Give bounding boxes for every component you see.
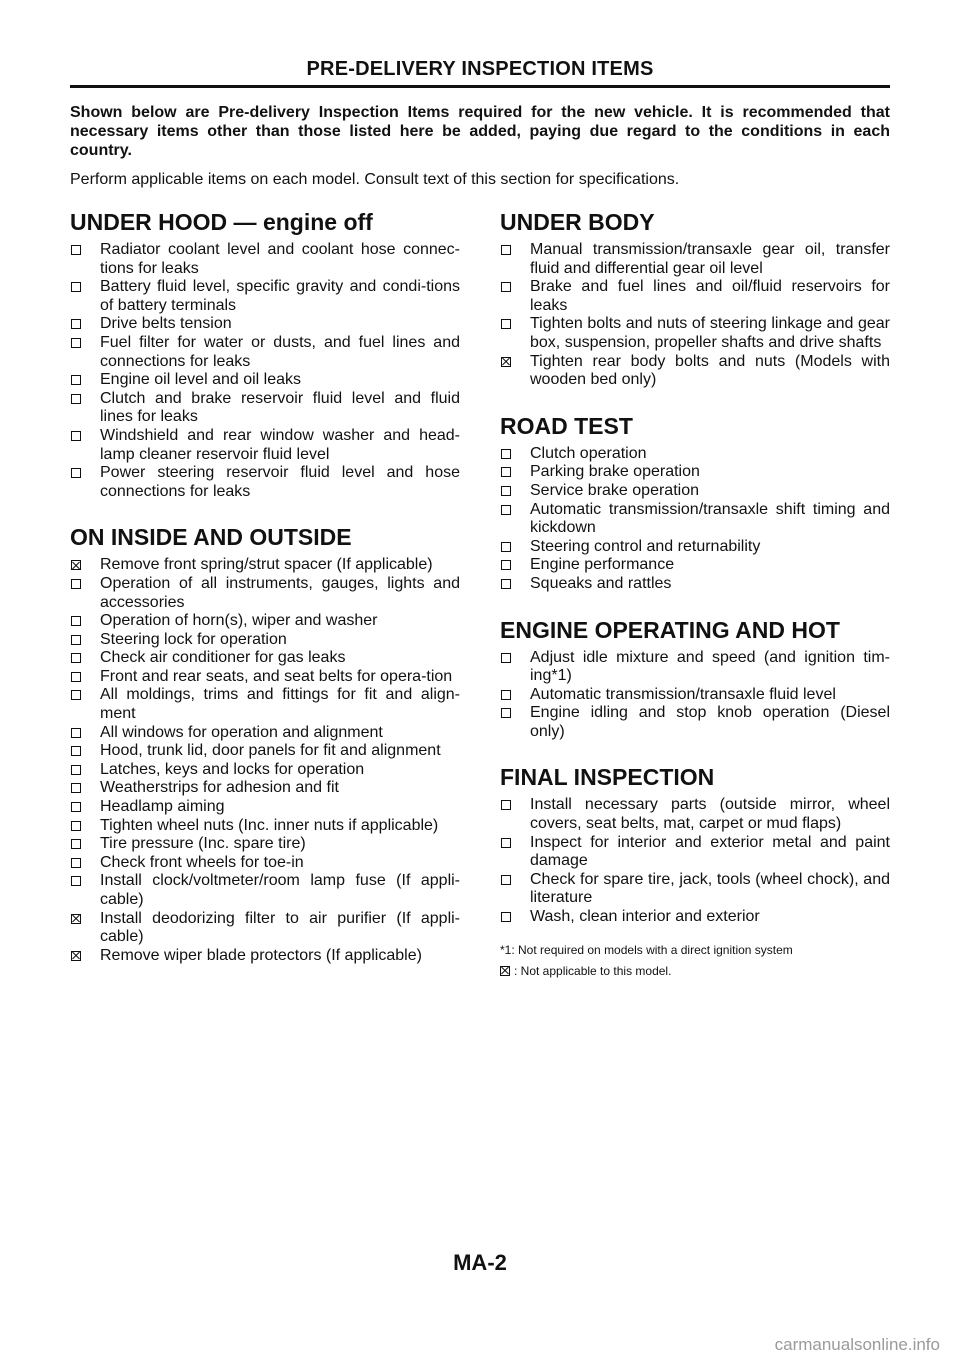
checkbox-cell: [70, 575, 100, 593]
checkbox-cell: [500, 649, 530, 667]
checkbox-icon: [71, 802, 81, 812]
checklist-item: [70, 241, 460, 278]
checkbox-icon: [71, 839, 81, 849]
checklist-item: [500, 463, 890, 482]
checklist-item: [70, 631, 460, 650]
checkbox-icon: [71, 765, 81, 775]
checklist-item-text: Remove wiper blade protectors (If applicable): [100, 946, 422, 964]
checklist-item-text: Fuel filter for water or dusts, and fuel lines and connections for leaks: [100, 333, 460, 370]
checklist-item: [500, 908, 890, 927]
section-title: UNDER BODY: [500, 209, 655, 235]
checkbox-cell: [500, 538, 530, 556]
checklist-item: [500, 834, 890, 871]
checklist-item: [70, 854, 460, 873]
checkbox-icon: [501, 875, 511, 885]
checklist-item-text: Check air conditioner for gas leaks: [100, 649, 346, 667]
checklist-item-text: Steering lock for operation: [100, 630, 287, 648]
right-column: [500, 208, 890, 978]
checkbox-cell: [70, 390, 100, 408]
checklist-item: [70, 686, 460, 723]
checklist-item-text: Inspect for interior and exterior metal and paint damage: [530, 833, 890, 870]
checklist-item-text: Headlamp aiming: [100, 798, 225, 816]
checklist-item-text: Tighten rear body bolts and nuts (Models with wooden bed only): [530, 352, 890, 389]
checklist-item: [70, 835, 460, 854]
checklist-item-text: Radiator coolant level and coolant hose connec-tions for leaks: [100, 241, 460, 277]
section-title: FINAL INSPECTION: [500, 764, 715, 791]
checklist-item-text: All windows for operation and alignment: [100, 723, 383, 741]
checklist-item-text: Adjust idle mixture and speed (and ignition tim-ing*1): [530, 648, 890, 685]
checkbox-icon: [501, 579, 511, 589]
checklist-item-text: Tighten wheel nuts (Inc. inner nuts if applicable): [100, 816, 439, 834]
checkbox-cell: [70, 686, 100, 704]
checkbox-icon: [501, 486, 511, 496]
checklist-item-text: Squeaks and rattles: [530, 574, 672, 592]
checklist-item: [500, 704, 890, 741]
intro-bold-text: Shown below are Pre-delivery Inspection Items required for the new vehicle. It is recommended that necessary items other than those listed here be added, paying due regard to the conditions in each country.: [70, 104, 890, 159]
legend: [500, 964, 890, 978]
checklist-item-text: Check front wheels for toe-in: [100, 853, 304, 871]
checklist-item: [70, 724, 460, 743]
checklist-item-text: Automatic transmission/transaxle shift timing and kickdown: [530, 500, 890, 537]
checkbox-cell: [500, 704, 530, 722]
checkbox-icon: [71, 338, 81, 348]
checklist-item: [70, 742, 460, 761]
section-title: UNDER HOOD — engine off: [70, 209, 373, 235]
checkbox-icon: [71, 579, 81, 589]
checklist-item-text: Weatherstrips for adhesion and fit: [100, 779, 339, 797]
section: [500, 763, 890, 926]
checkbox-cell: [70, 278, 100, 296]
intro-text: Perform applicable items on each model. Consult text of this section for specifications.: [70, 171, 680, 188]
checklist-item-text: Engine oil level and oil leaks: [100, 371, 302, 389]
checklist-item: [70, 761, 460, 780]
checkbox-cell: [70, 835, 100, 853]
checkbox-cell: [70, 371, 100, 389]
checklist-item: [70, 334, 460, 371]
checklist-item: [70, 556, 460, 575]
right-sections: [500, 208, 890, 927]
checklist-item: [70, 427, 460, 464]
checklist-item: [500, 556, 890, 575]
checklist-item-text: All moldings, trims and fittings for fit and align-ment: [100, 686, 460, 723]
checklist-item: [500, 445, 890, 464]
checklist-item: [70, 390, 460, 427]
page-title: PRE-DELIVERY INSPECTION ITEMS: [306, 58, 654, 80]
checklist-item: [70, 612, 460, 631]
checkbox-cell: [70, 464, 100, 482]
checkbox-cell: [70, 779, 100, 797]
checkbox-icon: [71, 616, 81, 626]
checkbox-icon: [71, 635, 81, 645]
checklist-item: [70, 575, 460, 612]
crossed-box-icon: [71, 914, 81, 924]
checklist-item: [70, 315, 460, 334]
checkbox-cell: [500, 575, 530, 593]
checklist-item-text: Drive belts tension: [100, 315, 232, 333]
checklist-item-text: Hood, trunk lid, door panels for fit and alignment: [100, 742, 441, 760]
checkbox-cell: [500, 315, 530, 333]
checkbox-icon: [501, 800, 511, 810]
checkbox-icon: [501, 708, 511, 718]
checklist-item: [500, 575, 890, 594]
checkbox-icon: [71, 468, 81, 478]
crossed-box-icon: [500, 966, 510, 976]
checklist-item-text: Clutch operation: [530, 444, 647, 462]
section: [500, 208, 890, 390]
checklist-item-text: Install clock/voltmeter/room lamp fuse (If appli-cable): [100, 872, 460, 908]
checklist-item: [70, 817, 460, 836]
checklist-item-text: Engine performance: [530, 556, 675, 574]
checklist-item: [500, 538, 890, 557]
checklist-item-text: Operation of horn(s), wiper and washer: [100, 612, 378, 630]
section-title: ENGINE OPERATING AND HOT: [500, 616, 840, 643]
checklist-item-text: Latches, keys and locks for operation: [100, 760, 365, 778]
checkbox-cell: [70, 872, 100, 890]
checkbox-cell: [500, 501, 530, 519]
checkbox-icon: [71, 319, 81, 329]
checkbox-cell: [70, 334, 100, 352]
checkbox-cell: [500, 556, 530, 574]
checkbox-cell: [70, 668, 100, 686]
checklist-item: [500, 353, 890, 390]
checkbox-cell: [70, 817, 100, 835]
checkbox-cell: [500, 871, 530, 889]
checkbox-cell: [70, 556, 100, 574]
checklist-item-text: Check for spare tire, jack, tools (wheel chock), and literature: [530, 870, 890, 907]
checkbox-icon: [501, 319, 511, 329]
checkbox-icon: [71, 783, 81, 793]
checkbox-cell: [500, 463, 530, 481]
checkbox-icon: [501, 245, 511, 255]
checkbox-icon: [501, 912, 511, 922]
checkbox-cell: [500, 834, 530, 852]
checkbox-cell: [500, 908, 530, 926]
checklist-item-text: Service brake operation: [530, 481, 699, 499]
checklist-item-text: Wash, clean interior and exterior: [530, 908, 760, 926]
checklist-item-text: Install deodorizing filter to air purifier (If appli-cable): [100, 909, 460, 946]
checklist-item: [500, 482, 890, 501]
checkbox-icon: [71, 728, 81, 738]
checklist-item-text: Clutch and brake reservoir fluid level and fluid lines for leaks: [100, 389, 460, 426]
checkbox-icon: [71, 876, 81, 886]
checklist-item: [70, 798, 460, 817]
checkbox-cell: [70, 649, 100, 667]
footnote-1: *1: Not required on models with a direct ignition system: [500, 942, 793, 957]
checkbox-icon: [501, 560, 511, 570]
checkbox-cell: [70, 612, 100, 630]
checklist-item: [70, 779, 460, 798]
intro: [70, 103, 890, 189]
checklist-item: [70, 371, 460, 390]
checkbox-cell: [500, 686, 530, 704]
checklist-item-text: Tire pressure (Inc. spare tire): [100, 835, 306, 853]
checklist-item-text: Engine idling and stop knob operation (Diesel only): [530, 704, 890, 740]
crossed-box-icon: [501, 357, 511, 367]
checkbox-cell: [500, 278, 530, 296]
checklist-item-text: Manual transmission/transaxle gear oil, transfer fluid and differential gear oil level: [530, 241, 890, 277]
checklist-item: [500, 278, 890, 315]
page-number: MA-2: [453, 1250, 507, 1275]
section: [70, 523, 460, 965]
checklist-item-text: Operation of all instruments, gauges, lights and accessories: [100, 574, 460, 611]
checkbox-cell: [70, 854, 100, 872]
checkbox-cell: [70, 798, 100, 816]
checkbox-icon: [71, 821, 81, 831]
checkbox-cell: [500, 353, 530, 371]
checklist-item: [500, 649, 890, 686]
checkbox-icon: [71, 245, 81, 255]
checkbox-cell: [70, 947, 100, 965]
checkbox-icon: [71, 375, 81, 385]
checklist-item: [70, 910, 460, 947]
header-rule: [70, 85, 890, 88]
checkbox-cell: [500, 796, 530, 814]
checkbox-cell: [70, 724, 100, 742]
checkbox-icon: [501, 653, 511, 663]
checkbox-icon: [71, 431, 81, 441]
section: [500, 616, 890, 742]
checklist-item: [70, 278, 460, 315]
crossed-box-icon: [71, 560, 81, 570]
checklist-item-text: Front and rear seats, and seat belts for opera-tion: [100, 667, 453, 685]
checklist-item-text: Install necessary parts (outside mirror, wheel covers, seat belts, mat, carpet or mud flaps): [530, 796, 890, 833]
checkbox-icon: [71, 746, 81, 756]
legend-text: : Not applicable to this model.: [514, 963, 672, 978]
checkbox-cell: [70, 631, 100, 649]
left-column: [70, 208, 460, 987]
section: [500, 412, 890, 594]
section-title: ROAD TEST: [500, 412, 633, 439]
checklist-item: [500, 871, 890, 908]
checklist-item: [500, 315, 890, 352]
crossed-box-icon: [71, 951, 81, 961]
checklist-item: [70, 668, 460, 687]
checkbox-cell: [70, 315, 100, 333]
checklist-item-text: Tighten bolts and nuts of steering linkage and gear box, suspension, propeller shafts and drive shafts: [530, 315, 890, 351]
section: [70, 208, 460, 501]
checklist-item: [70, 649, 460, 668]
checkbox-icon: [71, 653, 81, 663]
checklist-item-text: Steering control and returnability: [530, 537, 761, 555]
checkbox-cell: [500, 445, 530, 463]
checklist-item: [500, 686, 890, 705]
checkbox-icon: [501, 542, 511, 552]
checkbox-icon: [71, 690, 81, 700]
checklist-item-text: Automatic transmission/transaxle fluid level: [530, 685, 836, 703]
checklist-item-text: Brake and fuel lines and oil/fluid reservoirs for leaks: [530, 278, 890, 314]
checkbox-icon: [71, 394, 81, 404]
checklist-item-text: Remove front spring/strut spacer (If applicable): [100, 556, 433, 574]
checkbox-icon: [501, 838, 511, 848]
checkbox-cell: [500, 482, 530, 500]
footnotes: [500, 943, 890, 978]
checkbox-icon: [501, 690, 511, 700]
checkbox-icon: [71, 282, 81, 292]
checkbox-cell: [70, 427, 100, 445]
checkbox-icon: [71, 672, 81, 682]
checklist-item: [70, 872, 460, 909]
checkbox-cell: [70, 742, 100, 760]
section-title: ON INSIDE AND OUTSIDE: [70, 524, 352, 551]
checklist-item-text: Power steering reservoir fluid level and hose connections for leaks: [100, 464, 460, 500]
checklist-item-text: Parking brake operation: [530, 463, 700, 481]
checklist-item: [70, 464, 460, 501]
checkbox-cell: [70, 910, 100, 928]
checkbox-icon: [501, 467, 511, 477]
checklist-item: [500, 796, 890, 833]
checkbox-icon: [501, 449, 511, 459]
checkbox-cell: [70, 241, 100, 259]
checklist-item-text: Battery fluid level, specific gravity and condi-tions of battery terminals: [100, 278, 460, 314]
checkbox-icon: [501, 505, 511, 515]
checklist-item-text: Windshield and rear window washer and head-lamp cleaner reservoir fluid level: [100, 426, 460, 463]
watermark: carmanualsonline.info: [774, 1335, 940, 1354]
checkbox-icon: [71, 858, 81, 868]
checkbox-icon: [501, 282, 511, 292]
checklist-item: [500, 501, 890, 538]
checkbox-cell: [70, 761, 100, 779]
checkbox-cell: [500, 241, 530, 259]
checklist-item: [500, 241, 890, 278]
checklist-item: [70, 947, 460, 966]
